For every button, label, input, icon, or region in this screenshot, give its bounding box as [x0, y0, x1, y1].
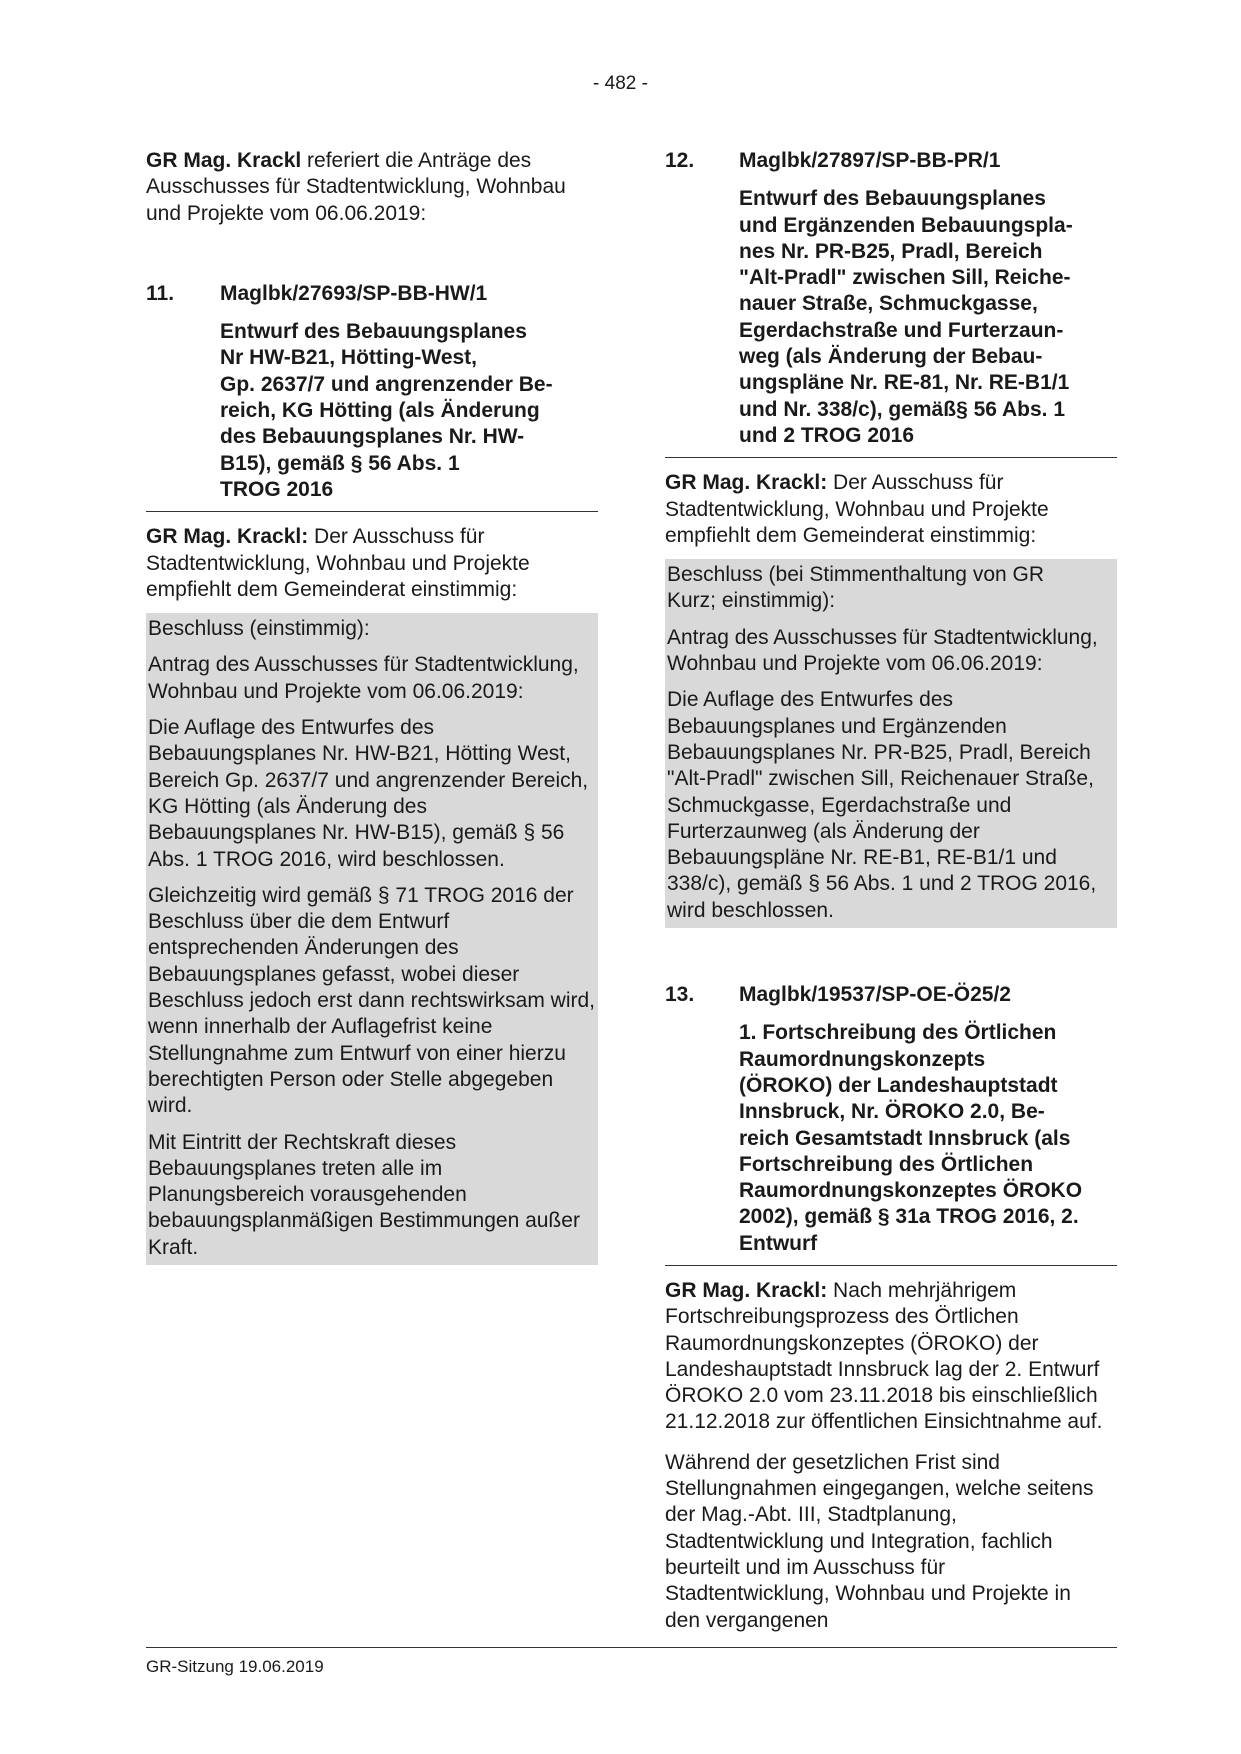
intro-speaker: GR Mag. Krackl — [146, 149, 302, 172]
item-11-motion: Antrag des Ausschusses für Stadtentwicklung, Wohnbau und Projekte vom 06.06.2019: — [148, 653, 579, 703]
item-12-title-line: ungspläne Nr. RE-81, Nr. RE-B1/1 — [739, 371, 1070, 395]
item-13-title-line: Raumordnungskonzepts — [739, 1047, 986, 1071]
right-column — [665, 148, 1117, 1634]
item-11-title-line: des Bebauungsplanes Nr. HW- — [220, 425, 525, 449]
item-12-title-line: Entwurf des Bebauungsplanes — [739, 187, 1046, 211]
item-11-title-line: reich, KG Hötting (als Änderung — [220, 399, 540, 423]
item-12-motion: Antrag des Ausschusses für Stadtentwicklung, Wohnbau und Projekte vom 06.06.2019: — [667, 625, 1098, 676]
item-12-speaker: GR Mag. Krackl: — [665, 471, 828, 495]
item-13-speaker-text: Nach mehrjährigem Fortschreibungsprozess des Örtlichen Raumordnungskonzeptes (ÖROKO) der Landeshauptstadt Innsbruck lag der 2. Entwurf ÖROKO 2.0 vom 23.11.2018 bis einschließlich 21.12.2018 zur öffentlichen Einsichtnahme auf. — [665, 1278, 1103, 1434]
footer-divider — [146, 1647, 1117, 1648]
item-11-resolution-box — [146, 613, 598, 1265]
item-11-speaker: GR Mag. Krackl: — [146, 525, 309, 549]
item-12-decision: Beschluss (bei Stimmenthaltung von GR Kurz; einstimmig): — [667, 563, 1045, 613]
item-13-code: Maglbk/19537/SP-OE-Ö25/2 — [739, 983, 1011, 1007]
item-11-speaker-paragraph — [146, 524, 586, 603]
item-13-title-line: Innsbruck, Nr. ÖROKO 2.0, Be- — [739, 1100, 1045, 1124]
item-13-title-line: Raumordnungskonzeptes ÖROKO — [739, 1179, 1083, 1203]
page-number: - 482 - — [593, 73, 648, 94]
item-13-body-paragraph: Während der gesetzlichen Frist sind Stellungnahmen eingegangen, welche seitens der Mag.-Abt. III, Stadtplanung, Stadtentwicklung und Integration, fachlich beurteilt und im Ausschuss für Stadtentwicklung, Wohnbau und Projekte in den vergangenen — [665, 1450, 1094, 1632]
item-12-title-line: und Ergänzenden Bebauungspla- — [739, 213, 1073, 237]
item-12-code: Maglbk/27897/SP-BB-PR/1 — [739, 149, 1001, 172]
item-12-title-line: weg (als Änderung der Bebau- — [739, 345, 1043, 369]
item-12-speaker-text: Der Ausschuss für Stadtentwicklung, Wohnbau und Projekte empfiehlt dem Gemeinderat einstimmig: — [665, 471, 1049, 547]
intro-paragraph — [146, 148, 576, 227]
item-12-title-line: Egerdachstraße und Furterzaun- — [739, 318, 1064, 342]
left-column — [146, 148, 598, 1265]
item-11-heading — [146, 281, 598, 307]
item-11-resolution-text: Gleichzeitig wird gemäß § 71 TROG 2016 der Beschluss über die dem Entwurf entsprechenden Änderungen des Bebauungsplanes gefasst, wobei dieser Beschluss jedoch erst dann rechtswirksam wird, wenn innerhalb der Auflagefrist keine Stellungnahme zum Entwurf von einer hierzu berechtigten Person oder Stelle abgegeben wird. — [148, 883, 596, 1118]
item-13-title-line: (ÖROKO) der Landeshauptstadt — [739, 1073, 1058, 1097]
intro-text: referiert die Anträge des Ausschusses für Stadtentwicklung, Wohnbau und Projekte vom 06.06.2019: — [146, 149, 566, 225]
item-11-title-line: Entwurf des Bebauungsplanes — [220, 320, 527, 344]
item-13-title-line: 1. Fortschreibung des Örtlichen — [739, 1021, 1057, 1045]
item-12-title-line: und Nr. 338/c), gemäß§ 56 Abs. 1 — [739, 397, 1066, 421]
item-13-title — [739, 1020, 1117, 1257]
item-11-resolution-text: Die Auflage des Entwurfes des Bebauungsplanes Nr. HW-B21, Hötting West, Bereich Gp. 2637/7 und angrenzender Bereich, KG Hötting (als Änderung des Bebauungsplanes Nr. HW-B15), gemäß § 56 Abs. 1 TROG 2016, wird beschlossen. — [148, 716, 589, 871]
item-11-speaker-text: Der Ausschuss für Stadtentwicklung, Wohnbau und Projekte empfiehlt dem Gemeinderat einstimmig: — [146, 525, 530, 601]
item-12-number: 12. — [665, 149, 695, 172]
item-11-decision: Beschluss (einstimmig): — [148, 617, 370, 641]
item-13-number: 13. — [665, 983, 695, 1007]
item-13-title-line: reich Gesamtstadt Innsbruck (als — [739, 1126, 1071, 1150]
item-12-title-line: nauer Straße, Schmuckgasse, — [739, 292, 1038, 316]
item-11-title-line: Gp. 2637/7 und angrenzender Be- — [220, 372, 553, 396]
item-13-speaker-paragraph — [665, 1278, 1105, 1436]
item-12-title — [739, 186, 1117, 449]
item-11-title — [220, 319, 598, 503]
item-11-title-line: TROG 2016 — [220, 477, 334, 501]
item-12-title-line: nes Nr. PR-B25, Pradl, Bereich — [739, 239, 1043, 263]
item-11-number: 11. — [146, 281, 175, 305]
item-12-title-line: "Alt-Pradl" zwischen Sill, Reiche- — [739, 266, 1071, 290]
item-11-resolution-text: Mit Eintritt der Rechtskraft dieses Bebauungsplanes treten alle im Planungsbereich vorausgehenden bebauungsplanmäßigen Bestimmungen außer Kraft. — [148, 1130, 580, 1259]
item-11-title-line: B15), gemäß § 56 Abs. 1 — [220, 451, 460, 475]
item-13-title-line: 2002), gemäß § 31a TROG 2016, 2. — [739, 1205, 1079, 1229]
item-13-title-line: Entwurf — [739, 1231, 818, 1255]
item-13-speaker: GR Mag. Krackl: — [665, 1278, 828, 1302]
item-11-code: Maglbk/27693/SP-BB-HW/1 — [220, 281, 488, 305]
item-12-resolution-box — [665, 559, 1117, 928]
item-11-title-line: Nr HW-B21, Hötting-West, — [220, 346, 478, 370]
item-12-resolution-text: Die Auflage des Entwurfes des Bebauungsplanes und Ergänzenden Bebauungsplanes Nr. PR-B25, Pradl, Bereich "Alt-Pradl" zwischen Sill, Reichenauer Straße, Schmuckgasse, Egerdachstraße und Furterzaunweg (als Änderung der Bebauungspläne Nr. RE-B1, RE-B1/1 und 338/c), gemäß § 56 Abs. 1 und 2 TROG 2016, wird beschlossen. — [667, 688, 1097, 922]
item-12-title-line: und 2 TROG 2016 — [739, 423, 915, 447]
item-13-heading — [665, 982, 1117, 1008]
footer-session-date: GR-Sitzung 19.06.2019 — [146, 1657, 324, 1676]
item-13-title-line: Fortschreibung des Örtlichen — [739, 1152, 1034, 1176]
item-12-speaker-paragraph — [665, 470, 1105, 549]
item-12-heading — [665, 148, 1117, 174]
